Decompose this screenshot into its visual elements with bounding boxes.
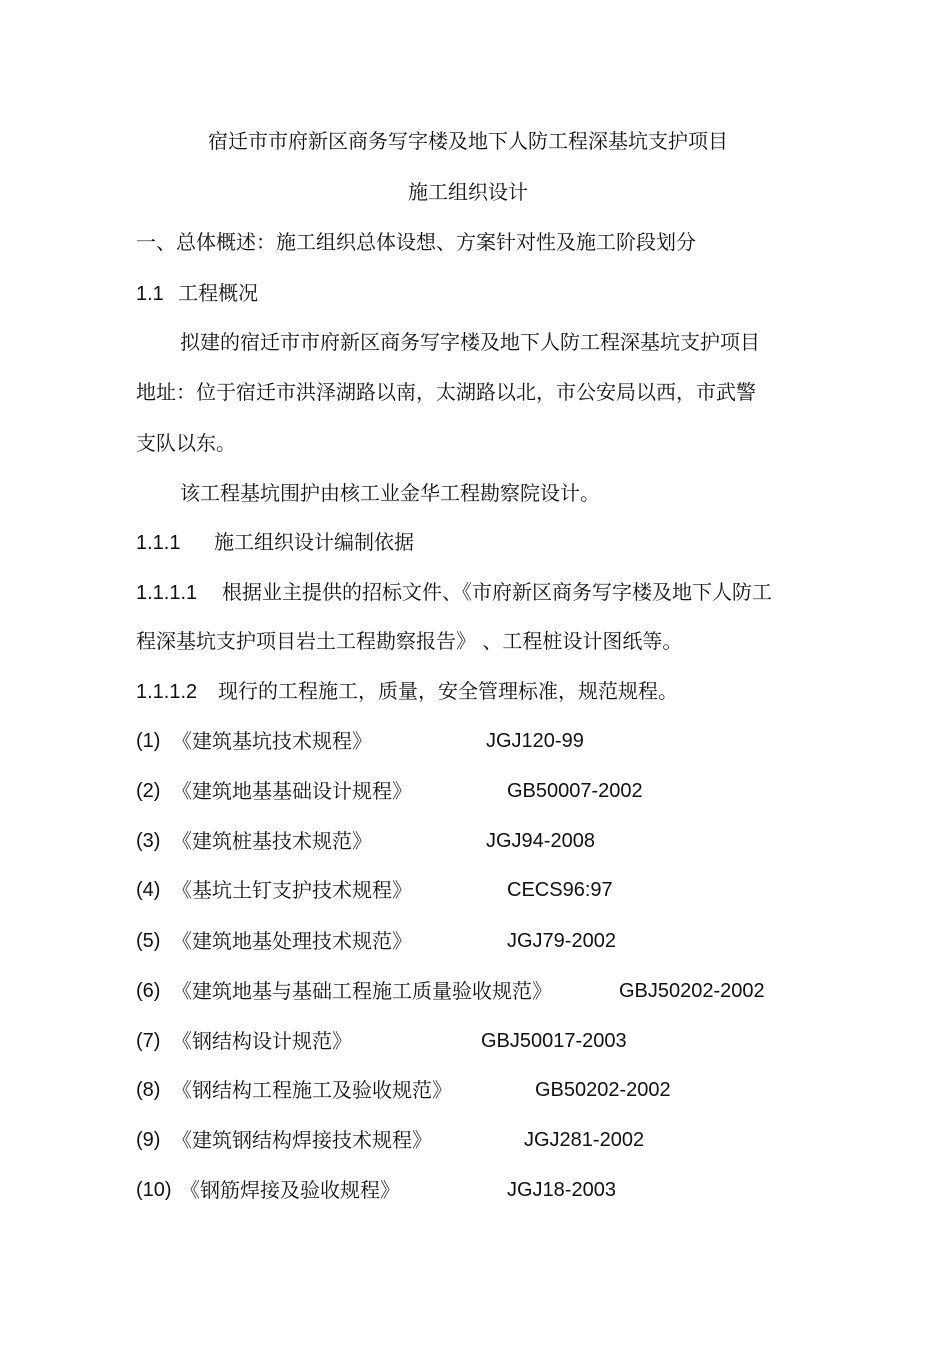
reference-title: 《建筑地基基础设计规程》 (172, 779, 412, 803)
subsection-title: 工程概况 (178, 281, 259, 305)
section-heading: 一、总体概述：施工组织总体设想、方案针对性及施工阶段划分 (136, 230, 696, 254)
subsection-number: 1.1 (136, 283, 164, 305)
reference-code: GB50202-2002 (535, 1079, 671, 1101)
subsection-title: 施工组织设计编制依据 (214, 530, 414, 554)
reference-number: (6) (136, 980, 161, 1002)
reference-title: 《钢结构设计规范》 (172, 1029, 352, 1053)
reference-code: GBJ50017-2003 (481, 1030, 627, 1052)
reference-title: 《建筑桩基技术规范》 (172, 829, 372, 853)
reference-title: 《钢筋焊接及验收规程》 (180, 1178, 400, 1202)
document-title: 宿迁市市府新区商务写字楼及地下人防工程深基坑支护项目 (208, 129, 728, 153)
subsection-heading (136, 280, 258, 307)
clause-text: 根据业主提供的招标文件、《市府新区商务写字楼及地下人防工 (222, 580, 772, 604)
reference-code: JGJ281-2002 (524, 1129, 645, 1151)
paragraph-line: 地址：位于宿迁市洪泽湖路以南，太湖路以北，市公安局以西，市武警 (136, 380, 756, 404)
reference-title: 《基坑土钉支护技术规程》 (172, 878, 412, 902)
reference-title: 《建筑基坑技术规程》 (172, 729, 372, 753)
reference-title: 《建筑地基与基础工程施工质量验收规范》 (172, 979, 552, 1003)
reference-code: JGJ120-99 (486, 730, 584, 752)
clause-number: 1.1.1.2 (136, 681, 198, 703)
paragraph: 该工程基坑围护由核工业金华工程勘察院设计。 (180, 481, 600, 505)
subsection-heading (136, 529, 414, 556)
reference-number: (10) (136, 1179, 172, 1201)
document-subtitle: 施工组织设计 (408, 180, 528, 204)
reference-title: 《钢结构工程施工及验收规范》 (172, 1078, 452, 1102)
reference-code: JGJ79-2002 (507, 930, 616, 952)
reference-code: JGJ94-2008 (486, 830, 595, 852)
reference-code: CECS96:97 (507, 879, 613, 901)
clause-number: 1.1.1.1 (136, 582, 198, 604)
reference-number: (9) (136, 1129, 161, 1151)
reference-title: 《建筑钢结构焊接技术规程》 (172, 1128, 432, 1152)
reference-number: (1) (136, 730, 161, 752)
reference-number: (3) (136, 830, 161, 852)
reference-number: (8) (136, 1079, 161, 1101)
reference-number: (7) (136, 1030, 161, 1052)
paragraph-line: 拟建的宿迁市市府新区商务写字楼及地下人防工程深基坑支护项目 (180, 330, 760, 354)
clause-text: 现行的工程施工，质量，安全管理标准，规范规程。 (218, 679, 678, 703)
reference-number: (2) (136, 780, 161, 802)
reference-code: GBJ50202-2002 (619, 980, 765, 1002)
reference-title: 《建筑地基处理技术规范》 (172, 929, 412, 953)
paragraph-line: 支队以东。 (136, 431, 236, 455)
reference-number: (4) (136, 879, 161, 901)
reference-code: JGJ18-2003 (507, 1179, 616, 1201)
reference-number: (5) (136, 930, 161, 952)
reference-code: GB50007-2002 (507, 780, 643, 802)
subsection-number: 1.1.1 (136, 532, 181, 554)
clause-line (136, 579, 772, 606)
clause-line: 程深基坑支护项目岩土工程勘察报告》 、工程桩设计图纸等。 (136, 629, 683, 653)
clause-line (136, 678, 678, 705)
